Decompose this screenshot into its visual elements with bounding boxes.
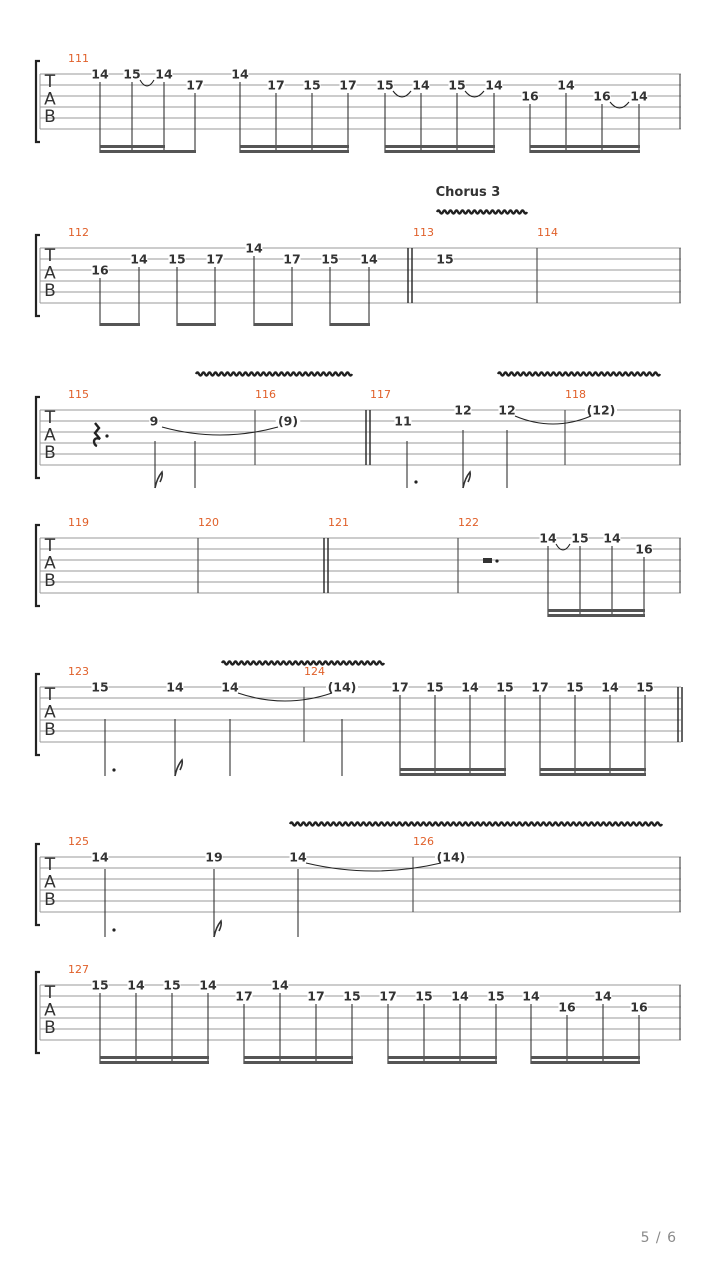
system-bracket xyxy=(36,525,40,606)
tab-clef-letter: A xyxy=(44,89,56,110)
beam xyxy=(530,145,640,148)
fret-number: 16 xyxy=(91,262,109,278)
beam xyxy=(400,773,506,776)
fret-number: 14 xyxy=(594,988,612,1004)
system-bracket xyxy=(36,397,40,478)
tab-clef-letter: A xyxy=(44,263,56,284)
tie-arc xyxy=(162,427,278,435)
measure-number: 114 xyxy=(537,226,558,239)
dot xyxy=(112,928,115,931)
fret-number: 15 xyxy=(123,66,141,82)
measure-number: 117 xyxy=(370,388,391,401)
measure-number: 125 xyxy=(68,835,89,848)
measure-number: 123 xyxy=(68,665,89,678)
dot xyxy=(495,559,498,562)
fret-number: 17 xyxy=(235,988,253,1004)
measure-number: 115 xyxy=(68,388,89,401)
fret-number: 14 xyxy=(601,679,619,695)
fret-number: 15 xyxy=(566,679,584,695)
tie-arc xyxy=(306,863,441,871)
beam xyxy=(244,1056,353,1059)
fret-number: 17 xyxy=(307,988,325,1004)
tab-system xyxy=(36,185,681,326)
beam xyxy=(100,1056,209,1059)
tab-clef-letter: B xyxy=(44,571,56,591)
fret-number: 14 xyxy=(130,251,148,267)
fret-number: 15 xyxy=(321,251,339,267)
tab-clef-letter: B xyxy=(44,890,56,910)
fret-number: 14 xyxy=(271,977,289,993)
page-number: 5 / 6 xyxy=(640,1230,677,1246)
fret-number: 17 xyxy=(391,679,409,695)
beam xyxy=(400,768,506,771)
tab-system xyxy=(36,662,682,777)
tab-system xyxy=(36,823,681,938)
fret-number: 15 xyxy=(91,977,109,993)
tab-clef-letter: T xyxy=(44,72,56,92)
fret-number: 15 xyxy=(448,77,466,93)
fret-number: 17 xyxy=(267,77,285,93)
measure-number: 111 xyxy=(68,52,89,65)
fret-number: 14 xyxy=(539,530,557,546)
fret-number: 14 xyxy=(127,977,145,993)
fret-number: 14 xyxy=(289,849,307,865)
fret-number: 9 xyxy=(149,413,159,429)
tab-system xyxy=(36,963,681,1064)
fret-number: 17 xyxy=(206,251,224,267)
fret-number: (14) xyxy=(436,849,466,865)
tab-clef-letter: T xyxy=(44,685,56,705)
fret-number: 14 xyxy=(630,88,648,104)
fret-number: 19 xyxy=(205,849,223,865)
measure-number: 113 xyxy=(413,226,434,239)
fret-number: 14 xyxy=(166,679,184,695)
beam xyxy=(240,145,349,148)
vibrato-mark xyxy=(290,823,662,826)
fret-number: 15 xyxy=(636,679,654,695)
dot xyxy=(112,768,115,771)
beam xyxy=(385,145,495,148)
beam xyxy=(164,150,196,153)
measure-number: 118 xyxy=(565,388,586,401)
beam xyxy=(240,150,349,153)
flag xyxy=(214,921,221,937)
tab-clef-letter: T xyxy=(44,855,56,875)
fret-number: 16 xyxy=(635,541,653,557)
fret-number: 15 xyxy=(426,679,444,695)
fret-number: 14 xyxy=(461,679,479,695)
fret-number: 17 xyxy=(531,679,549,695)
tab-system xyxy=(36,373,681,489)
flag xyxy=(155,472,162,488)
measure-number: 126 xyxy=(413,835,434,848)
beam xyxy=(388,1061,497,1064)
tab-clef-letter: T xyxy=(44,983,56,1003)
tab-clef-letter: A xyxy=(44,872,56,893)
fret-number: 15 xyxy=(168,251,186,267)
fret-number: 16 xyxy=(630,999,648,1015)
vibrato-mark xyxy=(437,211,527,214)
tab-clef-letter: B xyxy=(44,443,56,463)
fret-number: (9) xyxy=(277,413,299,429)
fret-number: 15 xyxy=(91,679,109,695)
measure-number: 122 xyxy=(458,516,479,529)
fret-number: 17 xyxy=(379,988,397,1004)
dot xyxy=(105,434,108,437)
beam xyxy=(385,150,495,153)
tab-clef-letter: B xyxy=(44,281,56,301)
fret-number: 15 xyxy=(415,988,433,1004)
beam xyxy=(531,1061,640,1064)
fret-number: 17 xyxy=(186,77,204,93)
vibrato-mark xyxy=(498,373,660,376)
fret-number: 14 xyxy=(557,77,575,93)
measure-number: 116 xyxy=(255,388,276,401)
fret-number: 14 xyxy=(91,849,109,865)
section-label: Chorus 3 xyxy=(435,185,501,200)
fret-number: 15 xyxy=(487,988,505,1004)
fret-number: 11 xyxy=(394,413,412,429)
tab-system xyxy=(36,52,681,153)
fret-number: 14 xyxy=(231,66,249,82)
tab-clef-letter: A xyxy=(44,425,56,446)
tab-clef-letter: B xyxy=(44,107,56,127)
fret-number: 14 xyxy=(451,988,469,1004)
measure-number: 127 xyxy=(68,963,89,976)
flag xyxy=(463,472,470,488)
tab-clef-letter: B xyxy=(44,1018,56,1038)
beam xyxy=(100,323,140,326)
fret-number: 16 xyxy=(593,88,611,104)
flag xyxy=(175,760,182,776)
fret-number: 14 xyxy=(199,977,217,993)
fret-number: 16 xyxy=(558,999,576,1015)
fret-number: 14 xyxy=(221,679,239,695)
system-bracket xyxy=(36,235,40,316)
beam xyxy=(530,150,640,153)
measure-number: 119 xyxy=(68,516,89,529)
fret-number: 14 xyxy=(245,240,263,256)
fret-number: 15 xyxy=(343,988,361,1004)
beam xyxy=(244,1061,353,1064)
vibrato-mark xyxy=(222,662,384,665)
beam xyxy=(548,614,645,617)
fret-number: 15 xyxy=(436,251,454,267)
fret-number: 14 xyxy=(603,530,621,546)
fret-number: 16 xyxy=(521,88,539,104)
tab-clef-letter: B xyxy=(44,720,56,740)
fret-number: 15 xyxy=(496,679,514,695)
tie-arc xyxy=(515,416,591,424)
system-bracket xyxy=(36,844,40,925)
fret-number: (12) xyxy=(586,402,616,418)
fret-number: 14 xyxy=(522,988,540,1004)
beam xyxy=(531,1056,640,1059)
tab-clef-letter: T xyxy=(44,536,56,556)
vibrato-mark xyxy=(196,373,352,376)
tab-system xyxy=(36,516,681,617)
dot xyxy=(414,480,417,483)
measure-number: 124 xyxy=(304,665,325,678)
system-bracket xyxy=(36,972,40,1053)
fret-number: 14 xyxy=(360,251,378,267)
fret-number: 14 xyxy=(155,66,173,82)
beam xyxy=(177,323,216,326)
tab-clef-letter: T xyxy=(44,246,56,266)
half-rest xyxy=(483,558,492,563)
tab-clef-letter: T xyxy=(44,408,56,428)
fret-number: 14 xyxy=(485,77,503,93)
beam xyxy=(330,323,370,326)
beam xyxy=(100,1061,209,1064)
beam xyxy=(548,609,645,612)
measure-number: 120 xyxy=(198,516,219,529)
tab-clef-letter: A xyxy=(44,553,56,574)
tie-arc xyxy=(238,693,332,701)
fret-number: 14 xyxy=(412,77,430,93)
fret-number: 12 xyxy=(454,402,472,418)
beam xyxy=(540,768,646,771)
fret-number: 15 xyxy=(163,977,181,993)
system-bracket xyxy=(36,674,40,755)
fret-number: 15 xyxy=(376,77,394,93)
fret-number: 15 xyxy=(571,530,589,546)
beam xyxy=(540,773,646,776)
tab-clef-letter: A xyxy=(44,702,56,723)
tab-clef-letter: A xyxy=(44,1000,56,1021)
fret-number: 15 xyxy=(303,77,321,93)
system-bracket xyxy=(36,61,40,142)
measure-number: 121 xyxy=(328,516,349,529)
fret-number: 12 xyxy=(498,402,516,418)
beam xyxy=(254,323,293,326)
beam xyxy=(100,145,165,148)
fret-number: 17 xyxy=(283,251,301,267)
fret-number: (14) xyxy=(327,679,357,695)
beam xyxy=(100,150,165,153)
fret-number: 17 xyxy=(339,77,357,93)
beam xyxy=(388,1056,497,1059)
measure-number: 112 xyxy=(68,226,89,239)
fret-number: 14 xyxy=(91,66,109,82)
